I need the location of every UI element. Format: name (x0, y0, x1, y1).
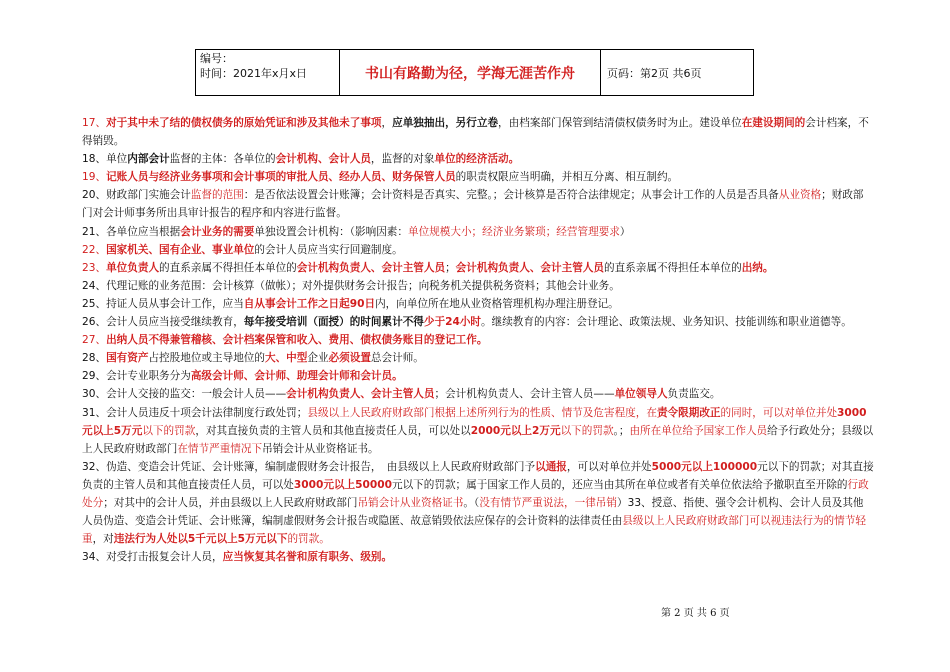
text-run: 对于其中未了结的债权债务的原始凭证和涉及其他未了事项 (106, 117, 382, 129)
code-label: 编号： (200, 52, 233, 65)
text-run: 必须设置 (328, 352, 371, 365)
text-run: 24、代理记账的业务范围：会计核算（做帐）；对外提供财务会计报告；向税务机关提供税务资料；其他会计业务。 (82, 279, 620, 292)
text-run: 自从事会计工作之日起90日 (243, 297, 376, 310)
text-run: 32、伪造、变造会计凭证、会计账簿，编制虚假财务会计报告， 由县级以上人民政府财政部门予 (82, 460, 536, 473)
text-run: 国有资产 (106, 352, 149, 365)
text-run: 以通报 (535, 460, 567, 473)
text-run: 大、中型 (264, 352, 308, 365)
text-run: 2000元以上2万元 (470, 424, 561, 437)
text-run: 县级以上人民政府财政部门根据上述所列行为的性质、情节及危害程度，在 (307, 406, 657, 419)
text-run: 吊销会计从业资格证书 (357, 496, 464, 509)
text-run: 国家机关、国有企业、事业单位 (106, 243, 255, 256)
paragraph (82, 385, 874, 403)
text-run: 5000元以上100000 (651, 460, 758, 473)
text-run: 3000元以上50000 (293, 478, 392, 491)
text-run: 会计机构负责人、会计主管人员 (286, 388, 435, 401)
text-run: 应当恢复其名誉和原有职务、级别。 (222, 551, 393, 564)
text-run: 占控股地位或主导地位的 (148, 352, 265, 365)
text-run: 总会计师。 (370, 352, 424, 365)
text-run: 会计机构负责人、会计主管人员 (296, 261, 446, 274)
text-run: 会计业务的需要 (180, 225, 255, 238)
text-run: 的职责权限应当明确，并相互分离、相互制约。 (455, 171, 679, 184)
paragraph (82, 168, 874, 186)
text-run: 27、 (82, 334, 107, 347)
text-run: 单位规模大小；经济业务繁琐；经营管理要求 (408, 225, 620, 238)
text-run: 应单独抽出，另行立卷 (392, 117, 499, 129)
text-run: 19、 (82, 171, 107, 184)
text-run: 22、 (82, 243, 107, 256)
paragraph (82, 295, 874, 313)
paragraph (82, 458, 874, 548)
text-run: ；财政部门对会计师事务所出具审计报告的程序和内容进行监督。 (82, 189, 864, 220)
text-run: 。继续教育的内容：会计理论、政策法规、业务知识、技能训练和职业道德等。 (481, 316, 852, 329)
text-run: 出纳人员不得兼管稽核、会计档案保管和收入、费用、债权债务账目的登记工作。 (106, 334, 488, 347)
text-run: 30、会计人交接的监交：一般会计人员—— (82, 388, 287, 401)
text-run: 28、 (82, 352, 107, 365)
text-run: 23、 (82, 261, 107, 274)
text-run: 单独设置会计机构：（影响因素： (254, 225, 408, 238)
text-run: ）33、授意、指使、强令会计机构、会计人员及其他人员伪造、变造会计凭证、会计账簿，编制虚假财务会计报告或隐匿、故意销毁依法应保存的会计资料的法律责任由 (82, 496, 864, 528)
text-run: ：是否依法设置会计账簿；会计资料是否真实、完整。；会计核算是否符合法律规定；从事会计工作的人员是否具备 (243, 189, 779, 202)
header-info-cell (196, 50, 340, 95)
text-run: ；会计机构负责人、会计主管人员—— (434, 388, 615, 401)
text-run: 每年接受培训（面授）的时间累计不得 (243, 316, 424, 329)
page-footer: 第 2 页 共 6 页 (661, 608, 730, 619)
paragraph (82, 186, 874, 222)
paragraph (82, 241, 874, 259)
text-run: 21、各单位应当根据 (82, 225, 181, 238)
text-run: 企业 (307, 352, 329, 365)
text-run: 内部会计 (127, 153, 170, 166)
text-run: 吊销会计从业资格证书。 (262, 442, 379, 455)
text-run: 单位的经济活动。 (434, 153, 520, 166)
text-run: 26、会计人员应当接受继续教育， (82, 316, 244, 329)
text-run: 监督的主体：各单位的 (169, 153, 276, 166)
text-run: 监督的范围 (190, 189, 244, 202)
motto: 书山有路勤为径，学海无涯苦作舟 (340, 50, 601, 95)
text-run: 20、财政部门实施会计 (82, 189, 191, 202)
text-run: 的直系亲属不得担任本单位的 (159, 261, 297, 274)
paragraph (82, 259, 874, 277)
text-run: 责令限期改正 (656, 406, 721, 419)
text-run: 负责监交。 (667, 388, 721, 401)
paragraph (82, 548, 874, 566)
paragraph (82, 404, 874, 458)
text-run: ， (381, 117, 393, 129)
text-run: 31、会计人员违反十项会计法律制度行政处罚； (82, 406, 308, 419)
text-run: ；对其中的会计人员，并由县级以上人民政府财政部门 (103, 496, 358, 509)
text-run: ，由档案部门保管到结清债权债务时为止。建设单位 (498, 117, 742, 129)
text-run: ； (445, 261, 456, 274)
text-run: 给予行政处分；县级以上人民政府财政部门 (82, 424, 874, 455)
time-label: 时间：2021年x月x日 (200, 67, 308, 80)
paragraph (82, 331, 874, 349)
text-run: 会计档案，不得销毁。 (82, 117, 869, 148)
paragraph (82, 313, 874, 331)
text-run: 在情节严重情况下 (177, 442, 263, 455)
text-run: 没有情节严重说法，一律吊销 (479, 496, 617, 509)
text-run: 的同时，可以对单位并处 (720, 406, 838, 419)
header-table (195, 49, 754, 96)
paragraph (82, 367, 874, 385)
text-run: 25、持证人员从事会计工作，应当 (82, 297, 244, 310)
text-run: 的直系亲属不得担任本单位的 (603, 261, 742, 274)
text-run: ，可以对单位并处 (566, 460, 652, 473)
text-run: 17、 (82, 117, 107, 129)
paragraph (82, 223, 874, 241)
text-run: 在建设期间的 (741, 117, 806, 129)
text-run: 单位领导人 (614, 388, 668, 401)
paragraph (82, 114, 874, 150)
page-label: 页码：第2页 共6页 (607, 66, 702, 80)
text-run: 元以下的罚款；属于国家工作人员的，还应当由其所在单位或者有关单位依法给予撤职直至开除的 (392, 478, 848, 491)
text-run: ，监督的对象 (370, 153, 435, 166)
text-run: 从业资格 (778, 189, 822, 202)
paragraph (82, 349, 874, 367)
text-run: 。； (613, 424, 630, 437)
text-run: 元以下的罚款；对其直接负责的主管人员和其他直接责任人员，可以处 (82, 460, 874, 491)
text-run: ，对其直接负责的主管人员和其他直接责任人员，可以处以 (195, 424, 471, 437)
text-run: 的会计人员应当实行回避制度。 (254, 243, 403, 256)
text-run: ） (619, 225, 631, 238)
text-run: 违法行为人处以5千元以上5万元以下 (113, 533, 288, 546)
text-run: 内，向单位所在地从业资格管理机构办理注册登记。 (375, 297, 619, 310)
text-run: 29、会计专业职务分为 (82, 370, 191, 383)
text-run: 。（ (463, 496, 480, 509)
paragraph (82, 277, 874, 295)
text-run: 记账人员与经济业务事项和会计事项的审批人员、经办人员、财务保管人员 (106, 171, 456, 184)
text-run: 的罚款。 (287, 533, 330, 546)
text-run: 单位负责人 (106, 261, 160, 274)
text-run: 少于24小时 (423, 316, 482, 329)
text-run: 34、对受打击报复会计人员， (82, 551, 223, 564)
text-run: 会计机构负责人、会计主管人员 (455, 261, 604, 274)
text-run: 以下的罚款 (560, 424, 614, 437)
text-run: 出纳。 (741, 261, 774, 274)
text-run: 18、单位 (82, 153, 128, 166)
text-run: 由所在单位给予国家工作人员 (629, 424, 768, 437)
text-run: 会计机构、会计人员 (275, 153, 371, 166)
paragraph (82, 150, 874, 168)
text-run: 行政处分 (82, 478, 869, 509)
text-run: 高级会计师、会计师、助理会计师和会计员。 (190, 370, 403, 383)
text-run: ，对 (92, 533, 114, 546)
text-run: 以下的罚款 (142, 424, 196, 437)
document-body (82, 114, 874, 566)
text-run: 3000元以上5万元 (82, 406, 867, 437)
text-run: 县级以上人民政府财政部门可以视违法行为的情节轻重 (82, 515, 866, 546)
